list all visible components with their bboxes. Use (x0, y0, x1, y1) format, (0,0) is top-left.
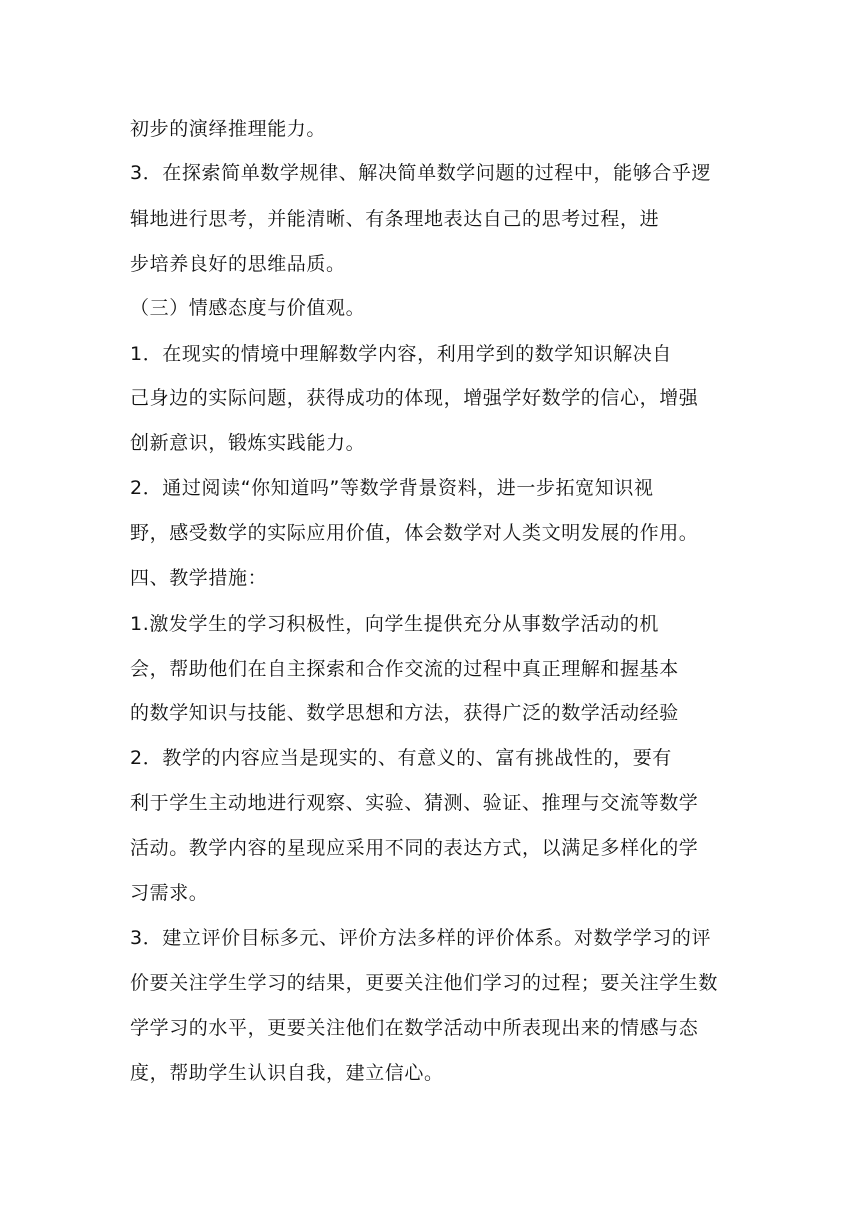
text-line: 1．在现实的情境中理解数学内容，利用学到的数学知识解决自 (130, 343, 672, 365)
section-heading: 四、教学措施： (130, 567, 268, 589)
text-line: 1.激发学生的学习积极性，向学生提供充分从事数学活动的机 (130, 613, 659, 635)
section-heading: （三）情感态度与价值观。 (130, 297, 366, 319)
text-line: 活动。教学内容的星现应采用不同的表达方式，以满足多样化的学 (130, 837, 699, 859)
text-line: 野，感受数学的实际应用价值，体会数学对人类文明发展的作用。 (130, 522, 699, 544)
text-line: 步培养良好的思维品质。 (130, 253, 346, 275)
text-line: 己身边的实际问题，获得成功的体现，增强学好数学的信心，增强 (130, 387, 699, 409)
text-line: 利于学生主动地进行观察、实验、猜测、验证、推理与交流等数学 (130, 792, 699, 814)
text-line: 习需求。 (130, 882, 209, 904)
text-line: 辑地进行思考，并能清晰、有条理地表达自己的思考过程，进 (130, 208, 660, 230)
text-line: 的数学知识与技能、数学思想和方法，获得广泛的数学活动经验 (130, 702, 679, 724)
text-line: 2．通过阅读“你知道吗”等数学背景资料，进一步拓宽知识视 (130, 477, 654, 499)
text-line: 3．建立评价目标多元、评价方法多样的评价体系。对数学学习的评 (130, 927, 712, 949)
text-line: 价要关注学生学习的结果，更要关注他们学习的过程；要关注学生数 (130, 972, 719, 994)
text-line: 2．教学的内容应当是现实的、有意义的、富有挑战性的，要有 (130, 747, 672, 769)
text-line: 初步的演绎推理能力。 (130, 118, 327, 140)
text-line: 3．在探索简单数学规律、解决简单数学问题的过程中，能够合乎逻 (130, 162, 712, 184)
text-line: 度，帮助学生认识自我，建立信心。 (130, 1062, 444, 1084)
text-line: 创新意识，锻炼实践能力。 (130, 432, 366, 454)
text-line: 会，帮助他们在自主探索和合作交流的过程中真正理解和握基本 (130, 658, 679, 680)
text-line: 学学习的水平，更要关注他们在数学活动中所表现出来的情感与态 (130, 1017, 699, 1039)
